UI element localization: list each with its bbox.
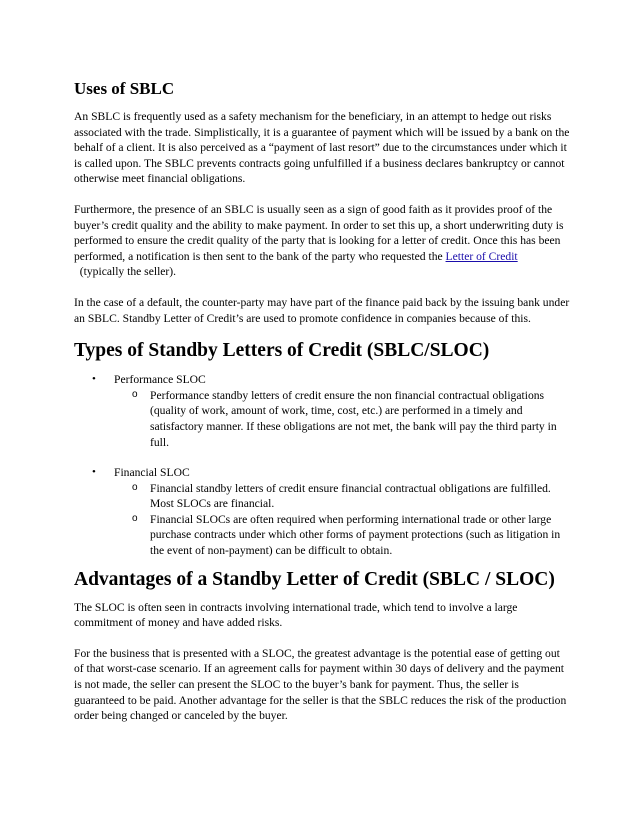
- paragraph: The SLOC is often seen in contracts involving international trade, which tend to involve a large commitment of money and have added risks.: [74, 600, 518, 630]
- paragraph: For the business that is presented with a SLOC, the greatest advantage is the potential ease of getting out of that worst-case scenario. If an agreement calls for payment within 30 days of delivery and the payment is not made, the seller can present the SLOC to the buyer’s bank for payment. Thus, the seller is guaranteed to be paid. Another advantage for the seller is that the SBLC reduces the risk of the production order being changed or canceled by the buyer.: [74, 646, 567, 723]
- section-heading-types: Types of Standby Letters of Credit (SBLC/SLOC): [74, 340, 490, 362]
- circle-bullet-icon: o: [132, 388, 138, 400]
- sub-list-item: [114, 481, 570, 512]
- section-heading-advantages: Advantages of a Standby Letter of Credit (SBLC / SLOC): [74, 568, 555, 590]
- paragraph: An SBLC is frequently used as a safety mechanism for the beneficiary, in an attempt to hedge out risks associated with the trade. Simplistically, it is a guarantee of payment which will be issued by a bank on the behalf of a client. It is also perceived as a “payment of last resort” due to the circumstances under which it is called upon. The SBLC prevents contracts going unfulfilled if a business declares bankruptcy or cannot otherwise meet financial obligations.: [74, 110, 570, 186]
- sub-list-item-text: Financial SLOCs are often required when performing international trade or other large purchase contracts under which other forms of payment protections (such as litigation in the event of non-payment) can be difficult to obtain.: [150, 512, 561, 558]
- sub-list-item: [114, 512, 570, 559]
- paragraph: [74, 202, 570, 280]
- document-page: [74, 70, 570, 724]
- list-item: [74, 465, 570, 559]
- list-item-label: Financial SLOC: [114, 466, 190, 480]
- sub-list-item: [114, 388, 570, 450]
- sub-list-item-text: Financial standby letters of credit ensure financial contractual obligations are fulfilled. Most SLOCs are financial.: [150, 481, 551, 511]
- circle-bullet-icon: o: [132, 481, 138, 493]
- sub-list: [114, 388, 570, 450]
- section-heading-uses: Uses of SBLC: [74, 79, 175, 98]
- letter-of-credit-link[interactable]: Letter of Credit: [445, 249, 518, 263]
- list-item: [74, 372, 570, 450]
- paragraph-text: Furthermore, the presence of an SBLC is usually seen as a sign of good faith as it provides proof of the buyer’s credit quality and the ability to make payment. In order to set this up, a short underwriting duty is performed to ensure the credit quality of the party that is looking for a letter of credit. Once this has been performed, a notification is then sent to the bank of the party who requested the: [74, 202, 564, 263]
- types-list: [74, 372, 570, 559]
- bullet-icon: •: [92, 373, 96, 386]
- circle-bullet-icon: o: [132, 512, 138, 524]
- paragraph-text: (typically the seller).: [74, 265, 177, 279]
- paragraph: In the case of a default, the counter-party may have part of the finance paid back by the issuing bank under an SBLC. Standby Letter of Credit’s are used to promote confidence in companies because of this.: [74, 295, 570, 325]
- bullet-icon: •: [92, 466, 96, 479]
- sub-list: [114, 481, 570, 559]
- list-item-label: Performance SLOC: [114, 373, 206, 387]
- sub-list-item-text: Performance standby letters of credit ensure the non financial contractual obligations (quality of work, amount of work, time, cost, etc.) are performed in a timely and satisfactory manner. If these obligations are not met, the bank will pay the third party in full.: [150, 388, 557, 449]
